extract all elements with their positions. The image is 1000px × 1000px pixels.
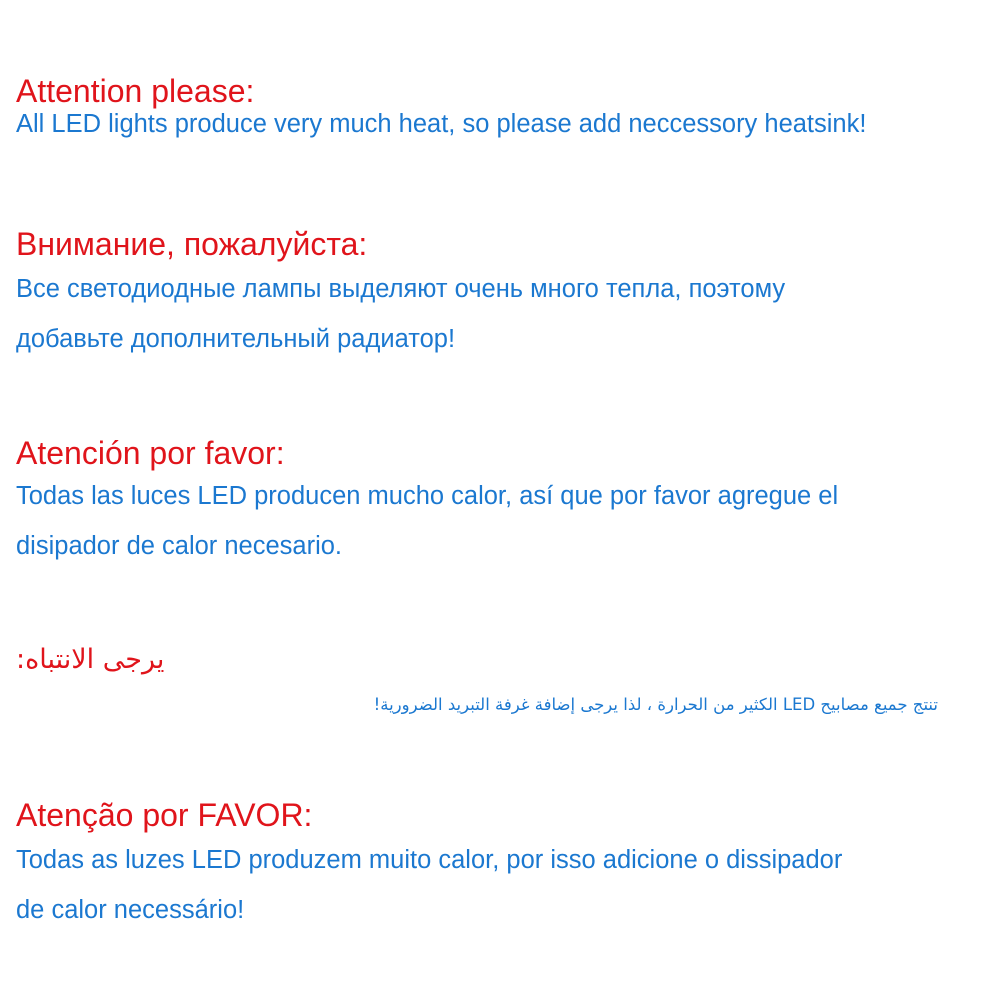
notice-heading-russian: Внимание, пожалуйста: [16, 226, 368, 262]
notice-heading-arabic: يرجى الانتباه: [16, 644, 165, 675]
notice-heading-spanish: Atención por favor: [16, 435, 285, 471]
notice-portuguese [16, 797, 986, 925]
notice-english [16, 73, 986, 139]
notice-text-english: All LED lights produce very much heat, so please add neccessory heatsink! [16, 110, 867, 138]
notice-text-russian-line-2: добавьте дополнительный радиатор! [16, 325, 456, 353]
notice-text-spanish-line-2: disipador de calor necesario. [16, 532, 343, 560]
notice-text-spanish-line-1: Todas las luces LED producen mucho calor, así que por favor agregue el [16, 482, 839, 510]
notice-russian [16, 226, 986, 354]
notice-text-portuguese-line-1: Todas as luzes LED produzem muito calor, por isso adicione o dissipador [16, 846, 843, 874]
notice-text-portuguese-line-2: de calor necessário! [16, 896, 245, 924]
notice-text-russian-line-1: Все светодиодные лампы выделяют очень много тепла, поэтому [16, 275, 786, 303]
notice-heading-portuguese: Atenção por FAVOR: [16, 797, 313, 833]
notice-spanish [16, 435, 986, 561]
notice-heading-english: Attention please: [16, 73, 255, 109]
notice-text-arabic: تنتج جميع مصابيح LED الكثير من الحرارة ، لذا يرجى إضافة غرفة التبريد الضرورية! [373, 695, 938, 714]
notice-arabic [16, 642, 986, 718]
